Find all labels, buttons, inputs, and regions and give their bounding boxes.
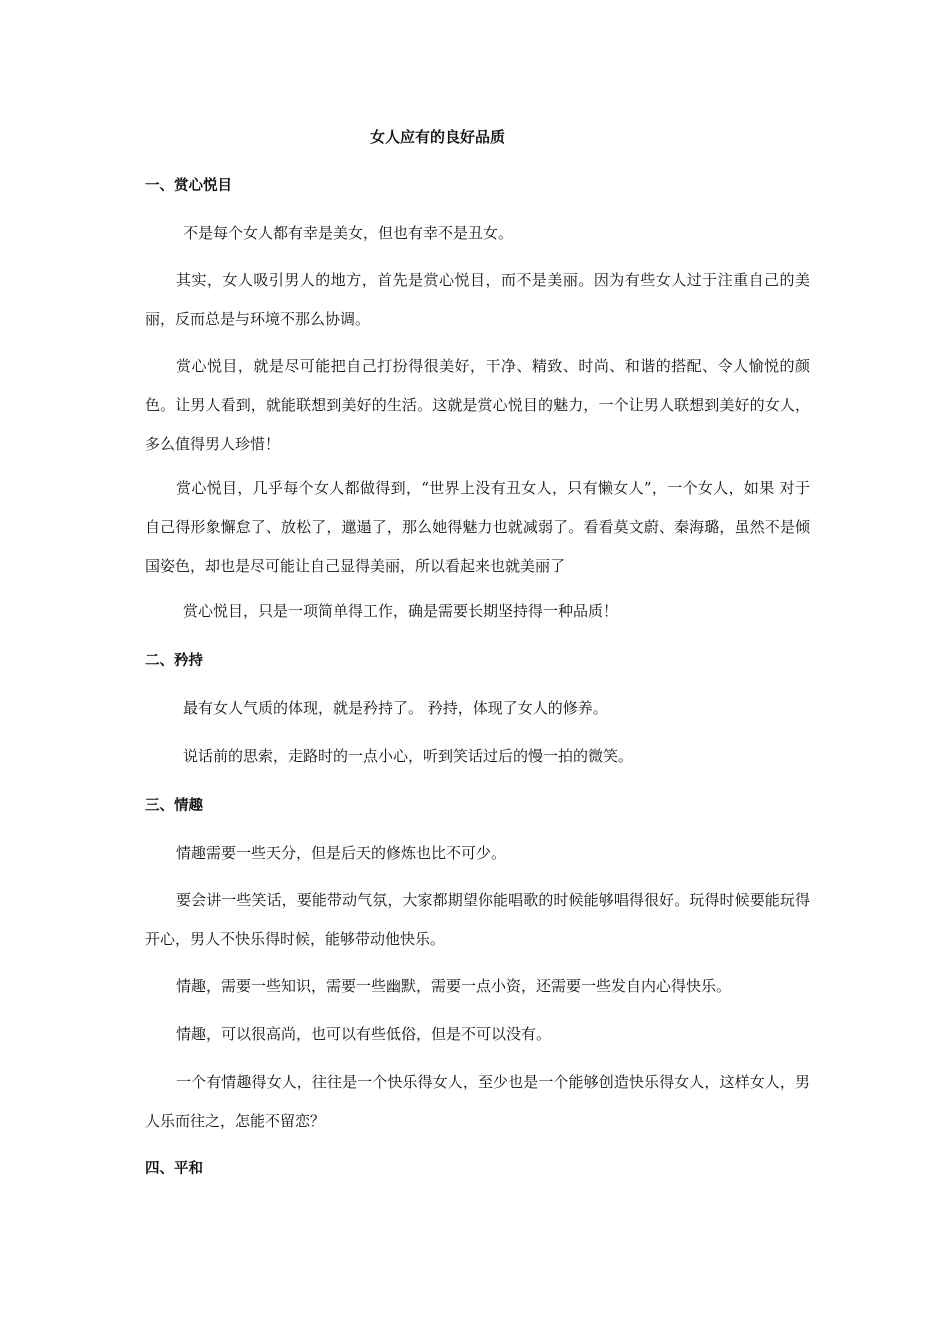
section-heading-3: 三、情趣 — [145, 798, 203, 814]
paragraph: 情趣需要一些天分，但是后天的修炼也比不可少。 — [176, 844, 507, 862]
paragraph: 不是每个女人都有幸是美女，但也有幸不是丑女。 — [183, 224, 514, 242]
section-heading-4: 四、平和 — [145, 1161, 203, 1177]
section-heading-1: 一、赏心悦目 — [145, 178, 232, 194]
paragraph: 说话前的思索，走路时的一点小心，听到笑话过后的慢一拍的微笑。 — [183, 747, 634, 765]
document-title: 女人应有的良好品质 — [369, 128, 505, 146]
paragraph: 一个有情趣得女人，往往是一个快乐得女人，至少也是一个能够创造快乐得女人，这样女人，男人乐而往之，怎能不留恋？ — [145, 1073, 810, 1130]
paragraph: 最有女人气质的体现，就是矜持了。 矜持，体现了女人的修养。 — [183, 699, 608, 717]
paragraph: 要会讲一些笑话，要能带动气氛，大家都期望你能唱歌的时候能够唱得很好。玩得时候要能玩得开心，男人不快乐得时候，能够带动他快乐。 — [145, 891, 810, 948]
paragraph: 赏心悦目，就是尽可能把自己打扮得很美好，干净、精致、时尚、和谐的搭配、令人愉悦的颜色。让男人看到，就能联想到美好的生活。这就是赏心悦目的魅力，一个让男人联想到美好的女人，多么值得男人珍惜！ — [145, 357, 810, 453]
paragraph: 赏心悦目，只是一项简单得工作，确是需要长期坚持得一种品质！ — [183, 602, 619, 620]
paragraph: 赏心悦目，几乎每个女人都做得到，“世界上没有丑女人，只有懒女人”，一个女人，如果 对于自己得形象懈怠了、放松了，邋遢了，那么她得魅力也就减弱了。看看莫文蔚、秦海璐，虽然不是倾国姿色，却也是尽可能让自己显得美丽，所以看起来也就美丽了 — [145, 479, 810, 575]
section-heading-2: 二、矜持 — [145, 653, 203, 669]
paragraph: 情趣，需要一些知识，需要一些幽默，需要一点小资，还需要一些发自内心得快乐。 — [176, 977, 732, 995]
paragraph: 情趣，可以很高尚，也可以有些低俗，但是不可以没有。 — [176, 1025, 552, 1043]
paragraph: 其实，女人吸引男人的地方，首先是赏心悦目，而不是美丽。因为有些女人过于注重自己的美丽，反而总是与环境不那么协调。 — [145, 271, 810, 328]
